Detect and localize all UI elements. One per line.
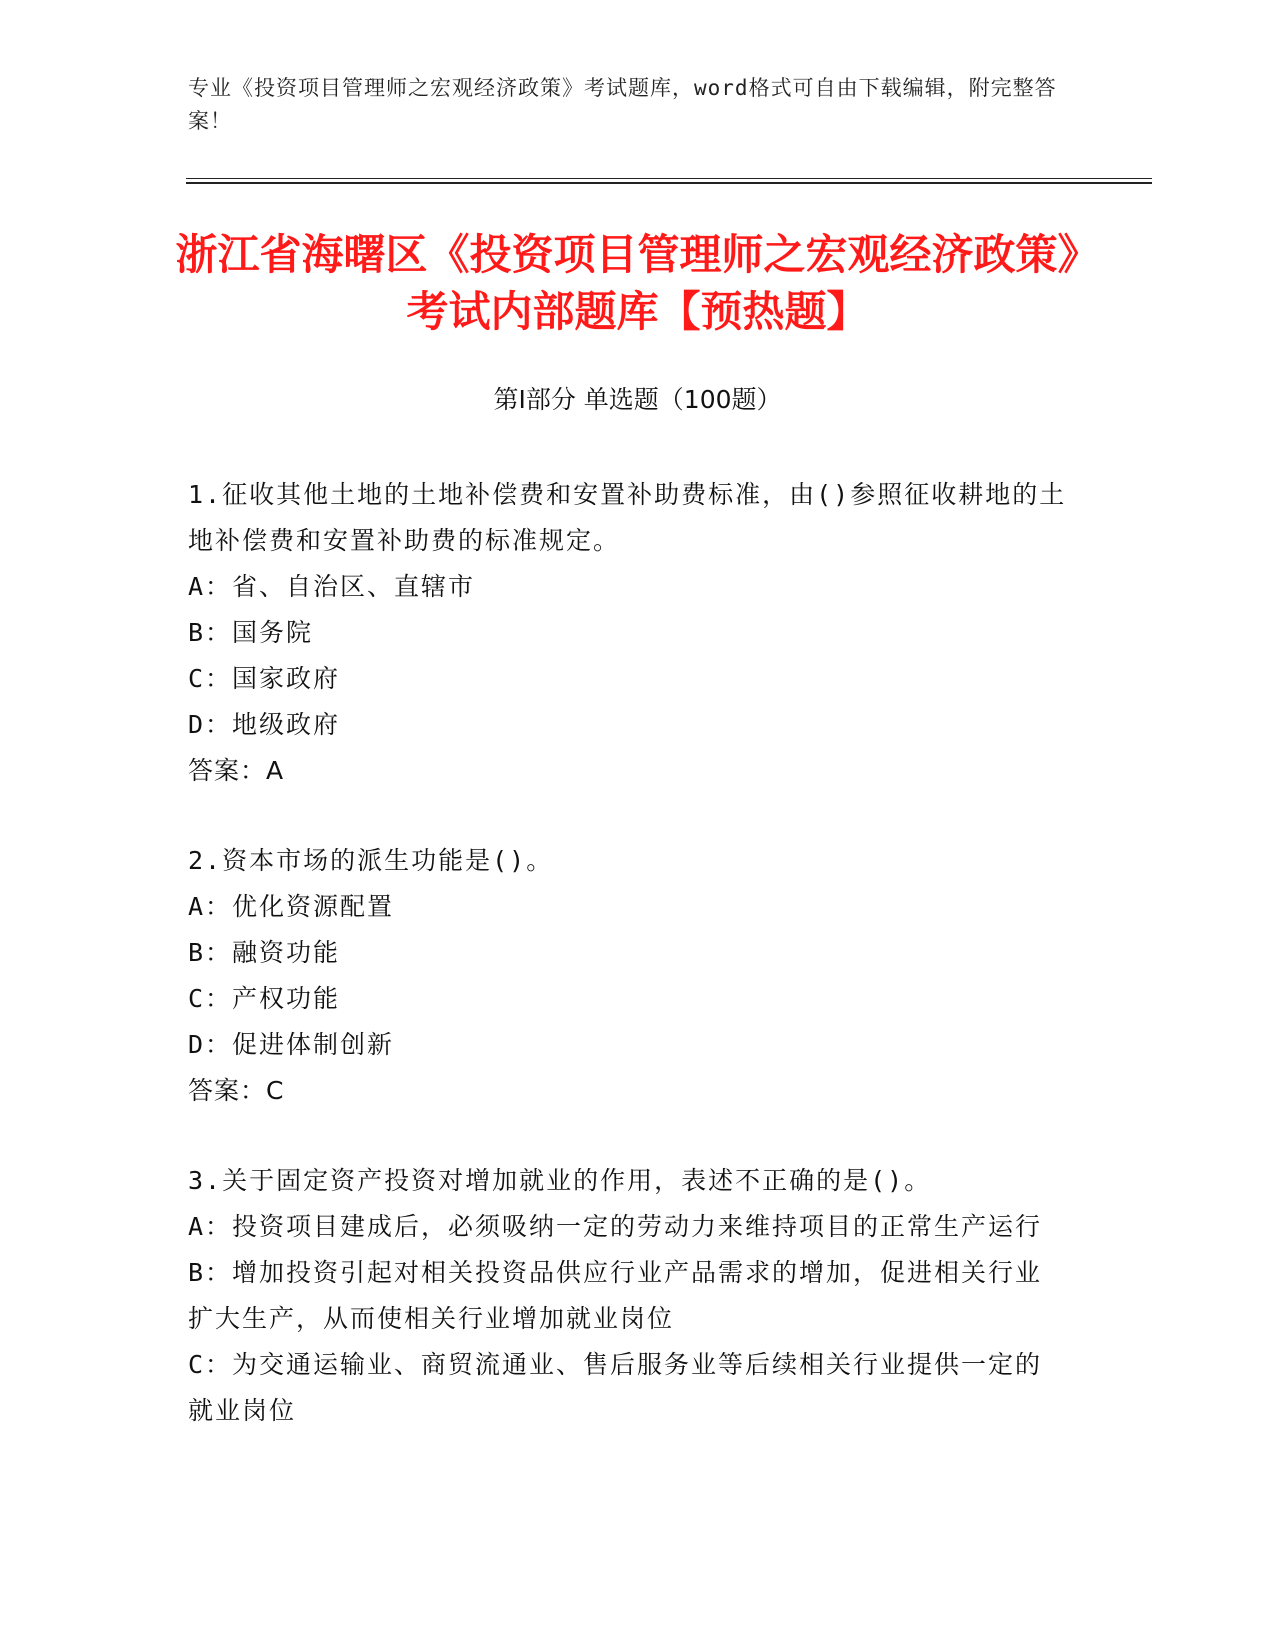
header-divider-thick <box>186 182 1152 184</box>
option-b: B：融资功能 <box>188 938 341 967</box>
question-spacer <box>188 1114 1068 1158</box>
question-spacer <box>188 794 1068 838</box>
option-d: D：地级政府 <box>188 710 341 739</box>
option-c: C：国家政府 <box>188 664 341 693</box>
option-c: C：产权功能 <box>188 984 341 1013</box>
question-3 <box>188 1158 1068 1434</box>
header-note: 专业《投资项目管理师之宏观经济政策》考试题库，word格式可自由下载编辑，附完整答案！ <box>188 76 1057 133</box>
header-divider-thin <box>186 178 1152 179</box>
answer: 答案：A <box>188 756 285 785</box>
option-a: A：省、自治区、直辖市 <box>188 572 476 601</box>
question-2 <box>188 838 1068 1114</box>
option-d: D：促进体制创新 <box>188 1030 395 1059</box>
document-title: 浙江省海曙区《投资项目管理师之宏观经济政策》考试内部题库【预热题】 <box>175 230 1100 336</box>
option-a: A：投资项目建成后，必须吸纳一定的劳动力来维持项目的正常生产运行 <box>188 1212 1043 1241</box>
option-c: C：为交通运输业、商贸流通业、售后服务业等后续相关行业提供一定的就业岗位 <box>188 1350 1043 1425</box>
question-stem: 1.征收其他土地的土地补偿费和安置补助费标准，由()参照征收耕地的土地补偿费和安置补助费的标准规定。 <box>188 480 1067 555</box>
question-stem: 2.资本市场的派生功能是()。 <box>188 846 554 875</box>
option-b: B：增加投资引起对相关投资品供应行业产品需求的增加，促进相关行业扩大生产，从而使相关行业增加就业岗位 <box>188 1258 1043 1333</box>
section-heading: 第Ⅰ部分 单选题（100题） <box>493 385 782 414</box>
answer: 答案：C <box>188 1076 285 1105</box>
question-1 <box>188 472 1068 794</box>
question-stem: 3.关于固定资产投资对增加就业的作用，表述不正确的是()。 <box>188 1166 932 1195</box>
question-list <box>188 472 1068 1434</box>
option-a: A：优化资源配置 <box>188 892 395 921</box>
option-b: B：国务院 <box>188 618 314 647</box>
